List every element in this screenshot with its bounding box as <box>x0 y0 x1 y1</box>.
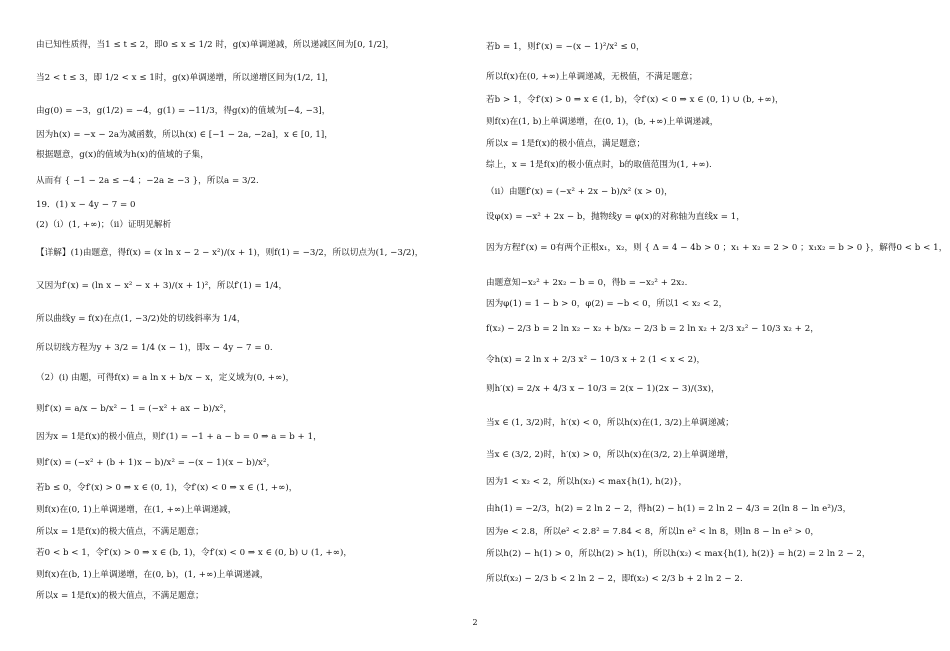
text-line: 若b = 1，则f′(x) = −(x − 1)²/x² ≤ 0， <box>486 42 645 52</box>
text-line: 19．(1) x − 4y − 7 = 0 <box>36 200 136 210</box>
text-line: 由g(0) = −3，g(1/2) = −4，g(1) = −11/3，得g(x)的值域为[−4, −3]， <box>36 106 331 116</box>
text-line: 又因为f′(x) = (ln x − x² − x + 3)/(x + 1)²，所以f′(1) = 1/4， <box>36 281 288 291</box>
text-line: 则f′(x) = (−x² + (b + 1)x − b)/x² = −(x − 1)(x − b)/x²， <box>36 458 276 468</box>
text-line: f(x₂) − 2/3 b = 2 ln x₂ − x₂ + b/x₂ − 2/3 b = 2 ln x₂ + 2/3 x₂² − 10/3 x₂ + 2， <box>486 324 819 334</box>
page-number: 2 <box>472 618 478 627</box>
text-line: 所以f(x₂) − 2/3 b < 2 ln 2 − 2，即f(x₂) < 2/3 b + 2 ln 2 − 2. <box>486 574 743 584</box>
text-line: 由h(1) = −2/3，h(2) = 2 ln 2 − 2，得h(2) − h(1) = 2 ln 2 − 4/3 = 2(ln 8 − ln e²)/3， <box>486 504 852 514</box>
text-line: 所以x = 1是f(x)的极小值点，满足题意； <box>486 139 646 149</box>
text-line: （2）(i) 由题，可得f(x) = a ln x + b/x − x，定义域为(0, +∞)， <box>36 373 295 383</box>
text-line: 因为e < 2.8，所以e² < 2.8² = 7.84 < 8，所以ln e² < ln 8，则ln 8 − ln e² > 0， <box>486 527 820 537</box>
text-line: 从而有 { −1 − 2a ≤ −4 ；−2a ≥ −3 }，所以a = 3/2. <box>36 176 259 186</box>
text-line: 因为1 < x₂ < 2，所以h(x₂) < max{h(1), h(2)}， <box>486 477 688 487</box>
text-line: 根据题意，g(x)的值域为h(x)的值域的子集， <box>36 150 209 160</box>
text-line: 因为φ(1) = 1 − b > 0，φ(2) = −b < 0，所以1 < x₂ < 2， <box>486 299 728 309</box>
text-line: 所以h(2) − h(1) > 0，所以h(2) > h(1)，所以h(x₂) < max{h(1), h(2)} = h(2) = 2 ln 2 − 2， <box>486 549 871 559</box>
text-line: 若b ≤ 0，令f′(x) > 0 ⇒ x ∈ (0, 1)，令f′(x) < 0 ⇒ x ∈ (1, +∞)， <box>36 483 298 493</box>
text-line: 则h′(x) = 2/x + 4/3 x − 10/3 = 2(x − 1)(2x − 3)/(3x)， <box>486 384 720 394</box>
text-line: 因为x = 1是f(x)的极小值点，则f′(1) = −1 + a − b = 0 ⇒ a = b + 1， <box>36 432 322 442</box>
text-line: 所以x = 1是f(x)的极大值点，不满足题意； <box>36 527 204 537</box>
text-line: 则f(x)在(b, 1)上单调递增，在(0, b)，(1, +∞)上单调递减， <box>36 570 269 580</box>
text-line: 由已知性质得，当1 ≤ t ≤ 2，即0 ≤ x ≤ 1/2 时，g(x)单调递减，所以递减区间为[0, 1/2]， <box>36 40 395 50</box>
text-line: （ii）由题f′(x) = (−x² + 2x − b)/x² (x > 0)， <box>486 187 673 197</box>
text-line: 综上，x = 1是f(x)的极小值点时，b的取值范围为(1, +∞). <box>486 160 712 170</box>
text-line: 所以切线方程为y + 3/2 = 1/4 (x − 1)，即x − 4y − 7 = 0. <box>36 343 273 353</box>
text-line: (2)（i）(1, +∞)；（ii）证明见解析 <box>36 220 172 230</box>
text-line: 所以x = 1是f(x)的极大值点，不满足题意； <box>36 591 204 601</box>
text-line: 则f(x)在(0, 1)上单调递增，在(1, +∞)上单调递减， <box>36 505 237 515</box>
text-line: 若0 < b < 1，令f′(x) > 0 ⇒ x ∈ (b, 1)，令f′(x) < 0 ⇒ x ∈ (0, b) ∪ (1, +∞)， <box>36 548 353 558</box>
text-line: 当2 < t ≤ 3，即 1/2 < x ≤ 1时，g(x)单调递增，所以递增区间为(1/2, 1]， <box>36 73 334 83</box>
text-line: 【详解】(1)由题意，得f(x) = (x ln x − 2 − x²)/(x + 1)，则f(1) = −3/2，所以切点为(1, −3/2)， <box>36 248 424 258</box>
text-line: 由题意知−x₂² + 2x₂ − b = 0，得b = −x₂² + 2x₂. <box>486 278 688 288</box>
text-line: 所以曲线y = f(x)在点(1, −3/2)处的切线斜率为 1/4， <box>36 314 246 324</box>
text-line: 设φ(x) = −x² + 2x − b，抛物线y = φ(x)的对称轴为直线x = 1， <box>486 212 745 222</box>
text-line: 当x ∈ (1, 3/2)时，h′(x) < 0，所以h(x)在(1, 3/2)上单调递减； <box>486 418 734 428</box>
text-line: 令h(x) = 2 ln x + 2/3 x² − 10/3 x + 2 (1 < x < 2)， <box>486 355 706 365</box>
text-line: 则f(x)在(1, b)上单调递增，在(0, 1)，(b, +∞)上单调递减， <box>486 117 719 127</box>
text-line: 所以f(x)在(0, +∞)上单调递减，无极值，不满足题意； <box>486 72 698 82</box>
text-line: 则f′(x) = a/x − b/x² − 1 = (−x² + ax − b)/x²， <box>36 404 232 414</box>
text-line: 因为方程f′(x) = 0有两个正根x₁，x₂，则 { Δ = 4 − 4b > 0 ；x₁ + x₂ = 2 > 0 ；x₁x₂ = b > 0 }，解得0 < b < 1， <box>486 243 948 253</box>
text-line: 当x ∈ (3/2, 2)时，h′(x) > 0，所以h(x)在(3/2, 2)上单调递增， <box>486 450 734 460</box>
text-line: 若b > 1，令f′(x) > 0 ⇒ x ∈ (1, b)，令f′(x) < 0 ⇒ x ∈ (0, 1) ∪ (b, +∞)， <box>486 95 784 105</box>
text-line: 因为h(x) = −x − 2a为减函数，所以h(x) ∈ [−1 − 2a, −2a]，x ∈ [0, 1]， <box>36 130 333 140</box>
